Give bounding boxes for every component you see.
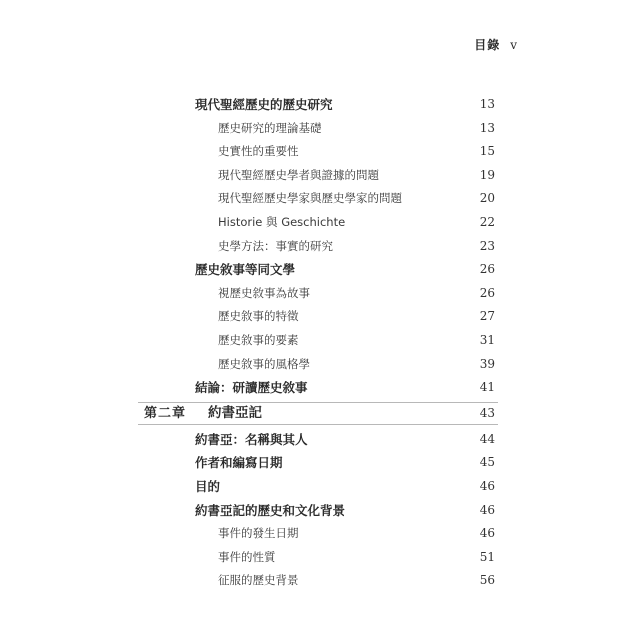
table-of-contents (138, 93, 498, 593)
toc-page-number: 20 (479, 191, 495, 206)
toc-entry-title: 歷史敘事的要素 (218, 332, 299, 347)
toc-subsection-row (138, 140, 498, 164)
toc-section-row (138, 258, 498, 282)
toc-page-number: 13 (479, 97, 495, 111)
toc-page-number: 13 (479, 120, 495, 135)
toc-subsection-row (138, 353, 498, 377)
toc-page-number: 15 (479, 144, 495, 159)
toc-entry-title: 結論：研讀歷史敘事 (195, 380, 308, 396)
running-header-title: 目錄 (474, 38, 501, 52)
toc-subsection-row (138, 235, 498, 259)
toc-page-number: 44 (479, 431, 495, 446)
toc-page-number: 45 (479, 455, 495, 470)
running-header (474, 36, 518, 53)
toc-page-number: 23 (479, 238, 495, 253)
toc-page-number: 39 (479, 356, 495, 371)
toc-subsection-row (138, 522, 498, 546)
toc-entry-title: 目的 (195, 478, 221, 494)
toc-chapter-row (138, 402, 498, 425)
toc-section-row (138, 93, 498, 117)
toc-page-number: 26 (479, 262, 495, 277)
toc-page-number: 46 (479, 526, 495, 541)
toc-entry-title: 現代聖經歷史的歷史研究 (195, 97, 333, 112)
toc-subsection-row (138, 305, 498, 329)
toc-entry-title: 約書亞記的歷史和文化背景 (195, 502, 346, 518)
toc-subsection-row (138, 164, 498, 188)
toc-page-number: 51 (479, 549, 495, 564)
toc-subsection-row (138, 329, 498, 353)
toc-page-number: 27 (479, 309, 495, 324)
toc-entry-title: 史學方法：事實的研究 (218, 238, 333, 253)
toc-section-row (138, 475, 498, 499)
toc-entry-title: 約書亞記 (208, 404, 262, 421)
toc-entry-title: Historie 與 Geschichte (218, 214, 346, 229)
toc-page-number: 46 (479, 478, 495, 493)
toc-page-number: 43 (479, 405, 495, 420)
toc-entry-title: 歷史研究的理論基礎 (218, 120, 322, 135)
toc-page-number: 56 (479, 573, 495, 588)
toc-page-number: 46 (479, 502, 495, 517)
toc-subsection-row (138, 569, 498, 593)
toc-subsection-row (138, 546, 498, 570)
toc-entry-title: 歷史敘事的特徵 (218, 309, 299, 324)
toc-entry-title: 約書亞：名稱與其人 (195, 431, 308, 447)
toc-chapter-number: 第二章 (144, 405, 187, 421)
toc-page-number: 19 (479, 167, 495, 182)
toc-entry-title: 事件的性質 (218, 549, 276, 564)
toc-entry-title: 事件的發生日期 (218, 526, 299, 541)
toc-subsection-row (138, 187, 498, 211)
toc-subsection-row (138, 211, 498, 235)
toc-subsection-row (138, 282, 498, 306)
toc-entry-title: 史實性的重要性 (218, 144, 299, 159)
running-header-page-number: v (510, 38, 518, 52)
toc-section-row (138, 499, 498, 523)
toc-page-number: 31 (479, 332, 495, 347)
toc-section-row (138, 376, 498, 400)
toc-entry-title: 征服的歷史背景 (218, 573, 299, 588)
toc-entry-title: 現代聖經歷史學家與歷史學家的問題 (218, 191, 402, 206)
toc-page-number: 22 (479, 214, 495, 229)
toc-entry-title: 作者和編寫日期 (195, 455, 283, 471)
toc-subsection-row (138, 117, 498, 141)
toc-page-number: 41 (479, 380, 495, 395)
toc-entry-title: 歷史敘事等同文學 (195, 262, 296, 278)
toc-entry-title: 視歷史敘事為故事 (218, 285, 310, 300)
toc-section-row (138, 428, 498, 452)
toc-entry-title: 歷史敘事的風格學 (218, 356, 310, 371)
toc-entry-title: 現代聖經歷史學者與證據的問題 (218, 167, 379, 182)
toc-section-row (138, 451, 498, 475)
toc-page-number: 26 (479, 285, 495, 300)
